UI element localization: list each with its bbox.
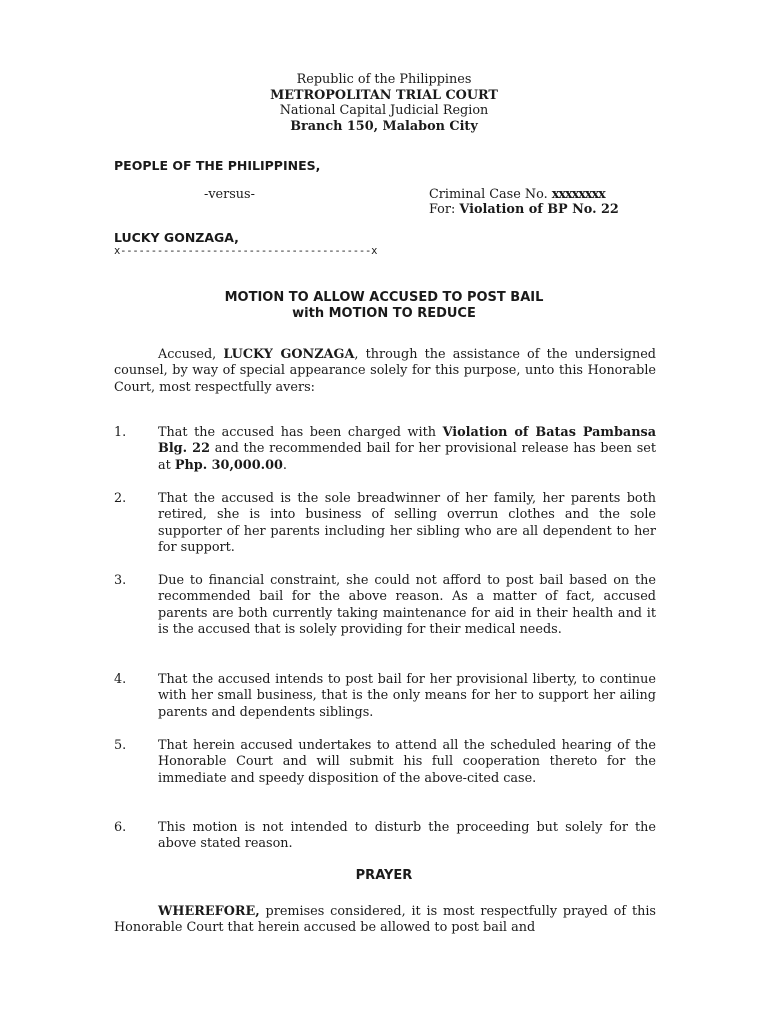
- item-1-charge: Violation of Batas Pambansa Blg. 22: [158, 425, 657, 457]
- item-number: 2.: [114, 491, 127, 506]
- item-number: 4.: [114, 672, 127, 687]
- case-label: Criminal Case No.: [429, 187, 548, 202]
- accused-name: LUCKY GONZAGA,: [114, 230, 239, 245]
- item-number: 5.: [114, 738, 127, 753]
- title-line-1: MOTION TO ALLOW ACCUSED TO POST BAIL: [224, 290, 544, 305]
- item-number: 6.: [114, 820, 127, 835]
- list-item-6: This motion is not intended to disturb the proceeding but solely for the above stated reason.: [158, 820, 656, 852]
- prayer-paragraph: [114, 904, 656, 937]
- list-item-2: That the accused is the sole breadwinner of her family, her parents both retired, she is into business of selling overrun clothes and the sole supporter of her parents including her sibling who are all dependent to her for support.: [158, 491, 656, 556]
- list-item-3: Due to financial constraint, she could not afford to post bail based on the recommended bail for the above reason. As a matter of fact, accused parents are both currently taking maintenance for aid in their health and it is the accused that is solely providing for their medical needs.: [158, 573, 656, 638]
- prayer-text: premises considered, it is most respectfully prayed of this Honorable Court that herein accused be allowed to post bail and: [114, 904, 656, 936]
- intro-paragraph: [114, 347, 656, 396]
- header-region: National Capital Judicial Region: [279, 103, 489, 118]
- header-republic: Republic of the Philippines: [296, 72, 472, 87]
- case-number-redacted: xxxxxxxx: [551, 187, 605, 202]
- item-1-bail-amount: Php. 30,000.00: [174, 457, 283, 473]
- item-number: 3.: [114, 573, 127, 588]
- intro-accused-name: LUCKY GONZAGA: [223, 347, 355, 362]
- list-item-5: That herein accused undertakes to attend all the scheduled hearing of the Honorable Court and will submit his full cooperation thereto for the immediate and speedy disposition of the above-cited case.: [158, 738, 656, 786]
- motion-title: [0, 290, 768, 322]
- prayer-lead: WHEREFORE,: [158, 904, 260, 919]
- item-1-text-b: and the recommended bail for her provisional release has been set at: [158, 441, 656, 473]
- for-label: For:: [429, 202, 456, 217]
- item-1-text-a: That the accused has been charged with: [158, 425, 436, 440]
- court-header: [0, 72, 768, 134]
- item-1-text-c: .: [282, 457, 287, 473]
- case-number-line: [429, 187, 605, 202]
- title-line-2: with MOTION TO REDUCE: [292, 306, 476, 321]
- case-charge-line: [429, 202, 619, 217]
- header-court: METROPOLITAN TRIAL COURT: [270, 87, 498, 103]
- list-item-4: That the accused intends to post bail for her provisional liberty, to continue with her small business, that is the only means for her to support her ailing parents and dependents siblings.: [158, 672, 656, 720]
- plaintiff-name: PEOPLE OF THE PHILIPPINES,: [114, 158, 321, 173]
- header-branch: Branch 150, Malabon City: [290, 118, 478, 134]
- list-item-1: [158, 425, 656, 474]
- intro-post: , through the assistance of the undersigned counsel, by way of special appearance solely for this purpose, unto this Honorable Court, most respectfully avers:: [114, 347, 656, 395]
- versus-label: -versus-: [204, 187, 255, 202]
- charge-value: Violation of BP No. 22: [459, 202, 619, 217]
- caption-separator: x-----------------------------------------x: [114, 245, 378, 257]
- item-number: 1.: [114, 425, 127, 440]
- prayer-heading: PRAYER: [355, 868, 413, 883]
- intro-pre: Accused,: [158, 347, 217, 362]
